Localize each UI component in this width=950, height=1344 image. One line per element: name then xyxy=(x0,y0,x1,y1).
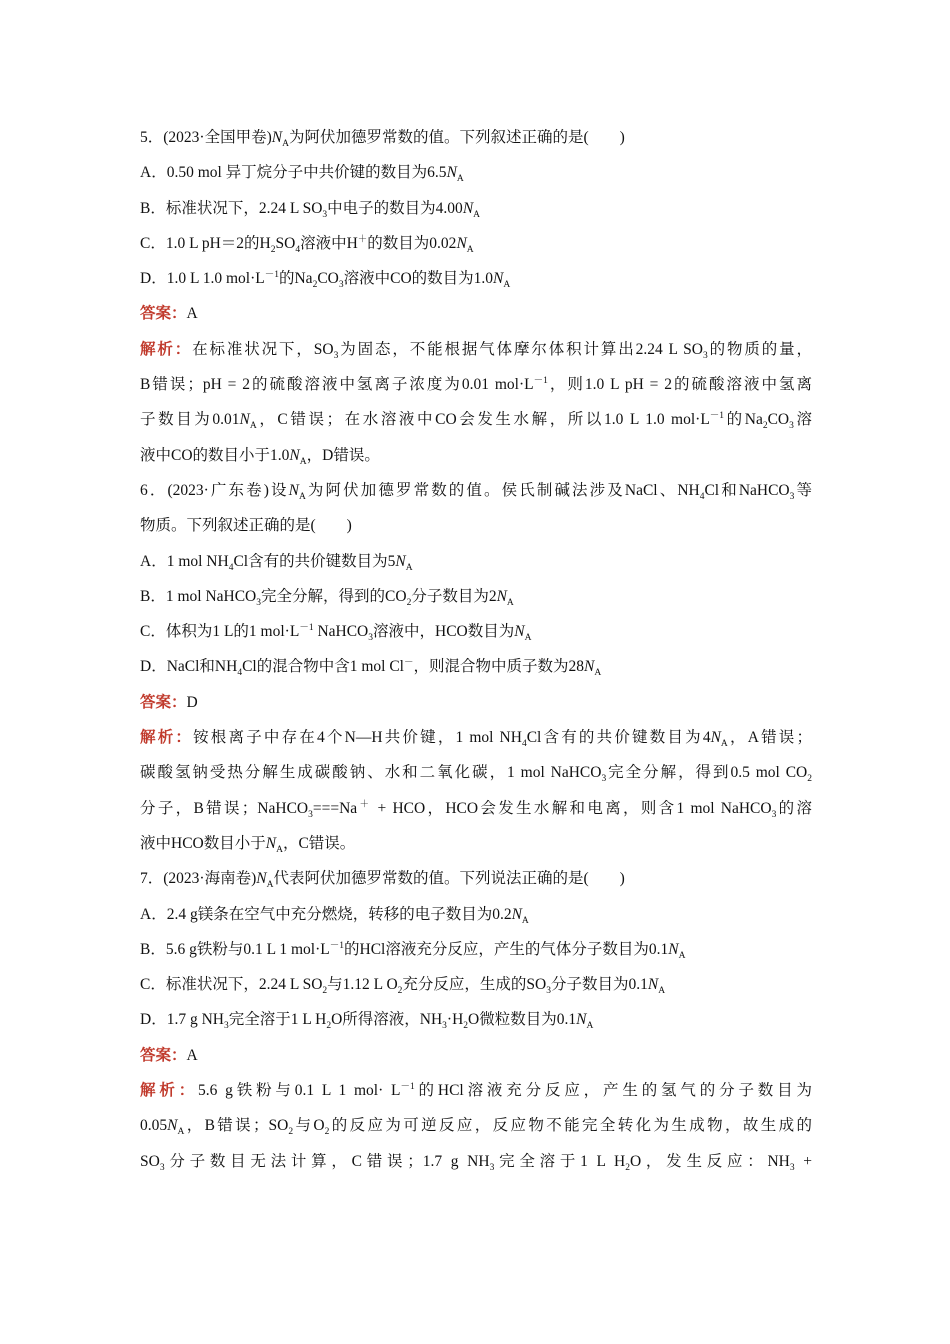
text-run: 的反应为可逆反应，反应物不能完全转化为生成物，故生成的 xyxy=(329,1117,812,1135)
subscript: 2 xyxy=(463,1021,469,1032)
subscript: 2 xyxy=(324,1127,330,1138)
subscript: A xyxy=(678,950,686,961)
italic-symbol: N xyxy=(395,552,406,570)
subscript: A xyxy=(658,986,666,997)
text-run: Cl和NaHCO xyxy=(704,481,790,499)
subscript: A xyxy=(720,739,728,750)
text-run: O微粒数目为0.1 xyxy=(468,1011,577,1029)
answer-label: 答案： xyxy=(140,1046,187,1064)
text-run: 为固态，不能根据气体摩尔体积计算出2.24 L SO xyxy=(338,340,703,358)
superscript: －1 xyxy=(400,1081,415,1092)
subscript: A xyxy=(473,209,481,220)
text-run: ，C错误。 xyxy=(282,834,356,852)
text-run: A．1 mol NH xyxy=(140,552,229,570)
text-run: C．体积为1 L的1 mol·L xyxy=(140,623,300,641)
text-run: 溶液中CO的数目为1.0 xyxy=(343,270,494,288)
subscript: 2 xyxy=(406,597,412,608)
text-run: 7．(2023·海南卷) xyxy=(140,870,257,888)
subscript: 3 xyxy=(333,350,339,361)
subscript: A xyxy=(249,421,257,432)
subscript: 3 xyxy=(256,597,262,608)
text-run: 溶液中H xyxy=(300,234,358,252)
superscript: ＋ xyxy=(357,234,368,245)
text-run: A xyxy=(186,305,198,323)
subscript: A xyxy=(594,668,602,679)
text-run: 完全溶于1 L H xyxy=(228,1011,327,1029)
text-run: ·H xyxy=(446,1011,464,1029)
italic-symbol: N xyxy=(496,587,507,605)
subscript: 4 xyxy=(295,244,301,255)
subscript: 3 xyxy=(489,1162,495,1173)
subscript: 3 xyxy=(789,1162,795,1173)
answer-label: 答案： xyxy=(140,305,187,323)
text-line xyxy=(140,261,812,296)
text-run: 分子数目为0.1 xyxy=(550,976,648,994)
text-run: 溶液中，HCO数目为 xyxy=(373,623,515,641)
text-run: 在标准状况下，SO xyxy=(192,340,334,358)
text-line xyxy=(140,755,812,790)
superscript: ＋ xyxy=(357,799,372,810)
answer-label: 解析： xyxy=(140,340,193,358)
subscript: A xyxy=(177,1127,185,1138)
subscript: 4 xyxy=(699,492,705,503)
text-line xyxy=(140,897,812,932)
subscript: A xyxy=(503,280,511,291)
text-run: ，C错误；在水溶液中CO会发生水解，所以1.0 L 1.0 mol·L xyxy=(256,411,710,429)
italic-symbol: N xyxy=(584,658,595,676)
subscript: A xyxy=(466,244,474,255)
text-line xyxy=(140,402,812,437)
text-run: ，则1.0 L pH = 2的硫酸溶液中氢离 xyxy=(547,376,812,394)
text-run: 等 xyxy=(794,481,812,499)
text-run: 与1.12 L O xyxy=(327,976,398,994)
text-line xyxy=(140,544,812,579)
text-run: 物质。下列叙述正确的是( ) xyxy=(140,517,352,535)
subscript: 2 xyxy=(807,774,812,785)
superscript: －1 xyxy=(709,411,725,422)
text-run: CO xyxy=(767,411,790,429)
subscript: 4 xyxy=(237,668,243,679)
italic-symbol: N xyxy=(668,940,679,958)
document-body xyxy=(140,120,812,1179)
text-run: 碳酸氢钠受热分解生成碳酸钠、水和二氧化碳，1 mol NaHCO xyxy=(140,764,602,782)
text-line xyxy=(140,296,812,331)
text-run: 5．(2023·全国甲卷) xyxy=(140,129,272,146)
text-run: 子数目为0.01 xyxy=(140,411,240,429)
subscript: 3 xyxy=(789,421,794,432)
text-run: B．5.6 g铁粉与0.1 L 1 mol·L xyxy=(140,940,330,958)
text-run: ，则混合物中质子数为28 xyxy=(413,658,584,676)
text-line xyxy=(140,826,812,861)
superscript: － xyxy=(403,658,414,669)
subscript: A xyxy=(456,174,464,185)
italic-symbol: N xyxy=(271,129,283,146)
text-line xyxy=(140,967,812,1002)
text-run: 5.6 g铁粉与0.1 L 1 mol· L xyxy=(198,1082,401,1100)
text-run: 液中CO的数目小于1.0 xyxy=(140,446,290,464)
italic-symbol: N xyxy=(288,481,299,499)
text-run: 液中HCO数目小于 xyxy=(140,834,266,852)
italic-symbol: N xyxy=(456,234,467,252)
answer-label: 解析： xyxy=(140,1082,199,1100)
italic-symbol: N xyxy=(239,411,250,429)
subscript: A xyxy=(282,139,289,150)
italic-symbol: N xyxy=(289,446,300,464)
text-run: B错误；pH = 2的硫酸溶液中氢离子浓度为0.01 mol·L xyxy=(140,376,534,394)
text-line xyxy=(140,1038,812,1073)
subscript: 3 xyxy=(322,209,328,220)
text-run: 的数目为0.02 xyxy=(367,234,457,252)
text-run: ，B错误；SO xyxy=(184,1117,289,1135)
subscript: 4 xyxy=(228,562,234,573)
text-line xyxy=(140,226,812,261)
text-run: 完全分解，得到的CO xyxy=(261,587,407,605)
text-run: 的HCl溶液充分反应，产生的气体分子数目为0.1 xyxy=(344,940,669,958)
italic-symbol: N xyxy=(514,623,525,641)
subscript: A xyxy=(266,880,274,891)
text-line xyxy=(140,579,812,614)
italic-symbol: N xyxy=(576,1011,587,1029)
text-run: 分子数目无法计算，C错误；1.7 g NH xyxy=(164,1152,490,1170)
subscript: 2 xyxy=(312,280,318,291)
subscript: A xyxy=(524,633,532,644)
answer-label: 解析： xyxy=(140,729,194,747)
text-line xyxy=(140,1108,812,1143)
subscript: 3 xyxy=(601,774,607,785)
text-run: SO xyxy=(275,234,296,252)
subscript: 3 xyxy=(223,1021,229,1032)
text-run: 铵根离子中存在4个N—H共价键，1 mol NH xyxy=(193,729,522,747)
text-run: D．1.7 g NH xyxy=(140,1011,224,1029)
subscript: 3 xyxy=(771,809,777,820)
text-run: 的HCl溶液充分反应，产生的氢气的分子数目为 xyxy=(414,1082,812,1100)
subscript: A xyxy=(298,492,306,503)
text-run: O所得溶液，NH xyxy=(331,1011,443,1029)
text-run: 分子，B错误；NaHCO xyxy=(140,799,309,817)
subscript: 3 xyxy=(546,986,551,997)
text-run: B．1 mol NaHCO xyxy=(140,587,257,605)
text-line xyxy=(140,1073,812,1108)
subscript: 2 xyxy=(397,986,403,997)
subscript: 3 xyxy=(442,1021,447,1032)
text-run: A．2.4 g镁条在空气中充分燃烧，转移的电子数目为0.2 xyxy=(140,905,512,923)
subscript: 3 xyxy=(789,492,795,503)
text-run: 中电子的数目为4.00 xyxy=(327,199,463,217)
italic-symbol: N xyxy=(462,199,474,217)
text-run: + HCO，HCO会发生水解和电离，则含1 mol NaHCO xyxy=(371,799,772,817)
text-run: Cl的混合物中含1 mol Cl xyxy=(242,658,404,676)
text-run: NaHCO xyxy=(313,623,369,641)
text-run: D．1.0 L 1.0 mol·L xyxy=(140,270,265,288)
subscript: 2 xyxy=(326,1021,332,1032)
answer-label: 答案： xyxy=(140,693,187,711)
text-run: D xyxy=(186,693,198,711)
text-run: A xyxy=(186,1046,198,1064)
text-run: 为阿伏加德罗常数的值。下列叙述正确的是( ) xyxy=(288,129,625,146)
subscript: A xyxy=(506,597,514,608)
italic-symbol: N xyxy=(167,1117,178,1135)
text-line xyxy=(140,1002,812,1037)
subscript: 2 xyxy=(322,986,328,997)
text-run: 代表阿伏加德罗常数的值。下列说法正确的是( ) xyxy=(273,870,625,888)
subscript: 3 xyxy=(338,280,344,291)
text-run: C．1.0 L pH＝2的H xyxy=(140,234,271,252)
superscript: －1 xyxy=(533,375,548,386)
text-line xyxy=(140,367,812,402)
text-run: SO xyxy=(140,1152,160,1170)
text-line xyxy=(140,685,812,720)
text-run: 分子数目为2 xyxy=(411,587,497,605)
text-run: ，D错误。 xyxy=(306,446,380,464)
text-line xyxy=(140,120,812,155)
text-run: D．NaCl和NH xyxy=(140,658,238,676)
text-run: 的溶 xyxy=(776,799,812,817)
text-run: CO xyxy=(317,270,339,288)
subscript: 3 xyxy=(368,633,374,644)
text-line xyxy=(140,191,812,226)
text-run: 与O xyxy=(293,1117,325,1135)
text-run: 充分反应，生成的SO xyxy=(402,976,547,994)
italic-symbol: N xyxy=(256,870,267,888)
text-run: Cl含有的共价键数目为4 xyxy=(526,729,711,747)
text-line xyxy=(140,614,812,649)
text-run: 溶 xyxy=(793,411,812,429)
text-run: O，发生反应：NH xyxy=(629,1152,790,1170)
subscript: A xyxy=(276,845,283,856)
subscript: 2 xyxy=(625,1162,630,1173)
text-run: 的Na xyxy=(724,411,763,429)
text-run: 的Na xyxy=(278,270,313,288)
text-line xyxy=(140,791,812,826)
superscript: －1 xyxy=(299,623,314,633)
subscript: 2 xyxy=(270,244,276,255)
text-line xyxy=(140,649,812,684)
subscript: A xyxy=(299,456,307,467)
text-run: ，A错误； xyxy=(727,729,812,747)
subscript: 2 xyxy=(288,1127,294,1138)
subscript: A xyxy=(405,562,413,573)
text-line xyxy=(140,438,812,473)
italic-symbol: N xyxy=(710,729,721,747)
text-line xyxy=(140,861,812,896)
text-run: C．标准状况下，2.24 L SO xyxy=(140,976,323,994)
text-run: Cl含有的共价键数目为5 xyxy=(233,552,396,570)
text-line xyxy=(140,155,812,190)
subscript: 3 xyxy=(159,1162,165,1173)
text-run: 0.05 xyxy=(140,1117,168,1135)
subscript: A xyxy=(586,1021,594,1032)
italic-symbol: N xyxy=(511,905,522,923)
text-line xyxy=(140,1144,812,1179)
subscript: A xyxy=(521,915,529,926)
superscript: －1 xyxy=(329,940,344,951)
italic-symbol: N xyxy=(647,976,659,994)
text-run: 完全溶于1 L H xyxy=(494,1152,626,1170)
text-run: 6．(2023·广东卷)设 xyxy=(140,481,289,499)
text-run: B．标准状况下，2.24 L SO xyxy=(140,199,323,217)
subscript: 3 xyxy=(308,809,313,820)
text-line xyxy=(140,932,812,967)
subscript: 4 xyxy=(521,739,527,750)
text-run: A．0.50 mol 异丁烷分子中共价键的数目为6.5 xyxy=(140,164,447,182)
text-run: ===Na xyxy=(312,799,358,817)
text-line xyxy=(140,332,812,367)
text-run: + xyxy=(794,1152,812,1170)
text-run: 的物质的量， xyxy=(707,340,812,358)
text-run: 完全分解，得到0.5 mol CO xyxy=(606,764,808,782)
text-line xyxy=(140,508,812,543)
italic-symbol: N xyxy=(265,834,277,852)
text-run: 为阿伏加德罗常数的值。侯氏制碱法涉及NaCl、NH xyxy=(305,481,700,499)
italic-symbol: N xyxy=(446,164,457,182)
subscript: 2 xyxy=(762,421,768,432)
italic-symbol: N xyxy=(493,270,504,288)
superscript: －1 xyxy=(264,270,279,281)
subscript: 3 xyxy=(702,350,708,361)
text-line xyxy=(140,720,812,755)
text-line xyxy=(140,473,812,508)
